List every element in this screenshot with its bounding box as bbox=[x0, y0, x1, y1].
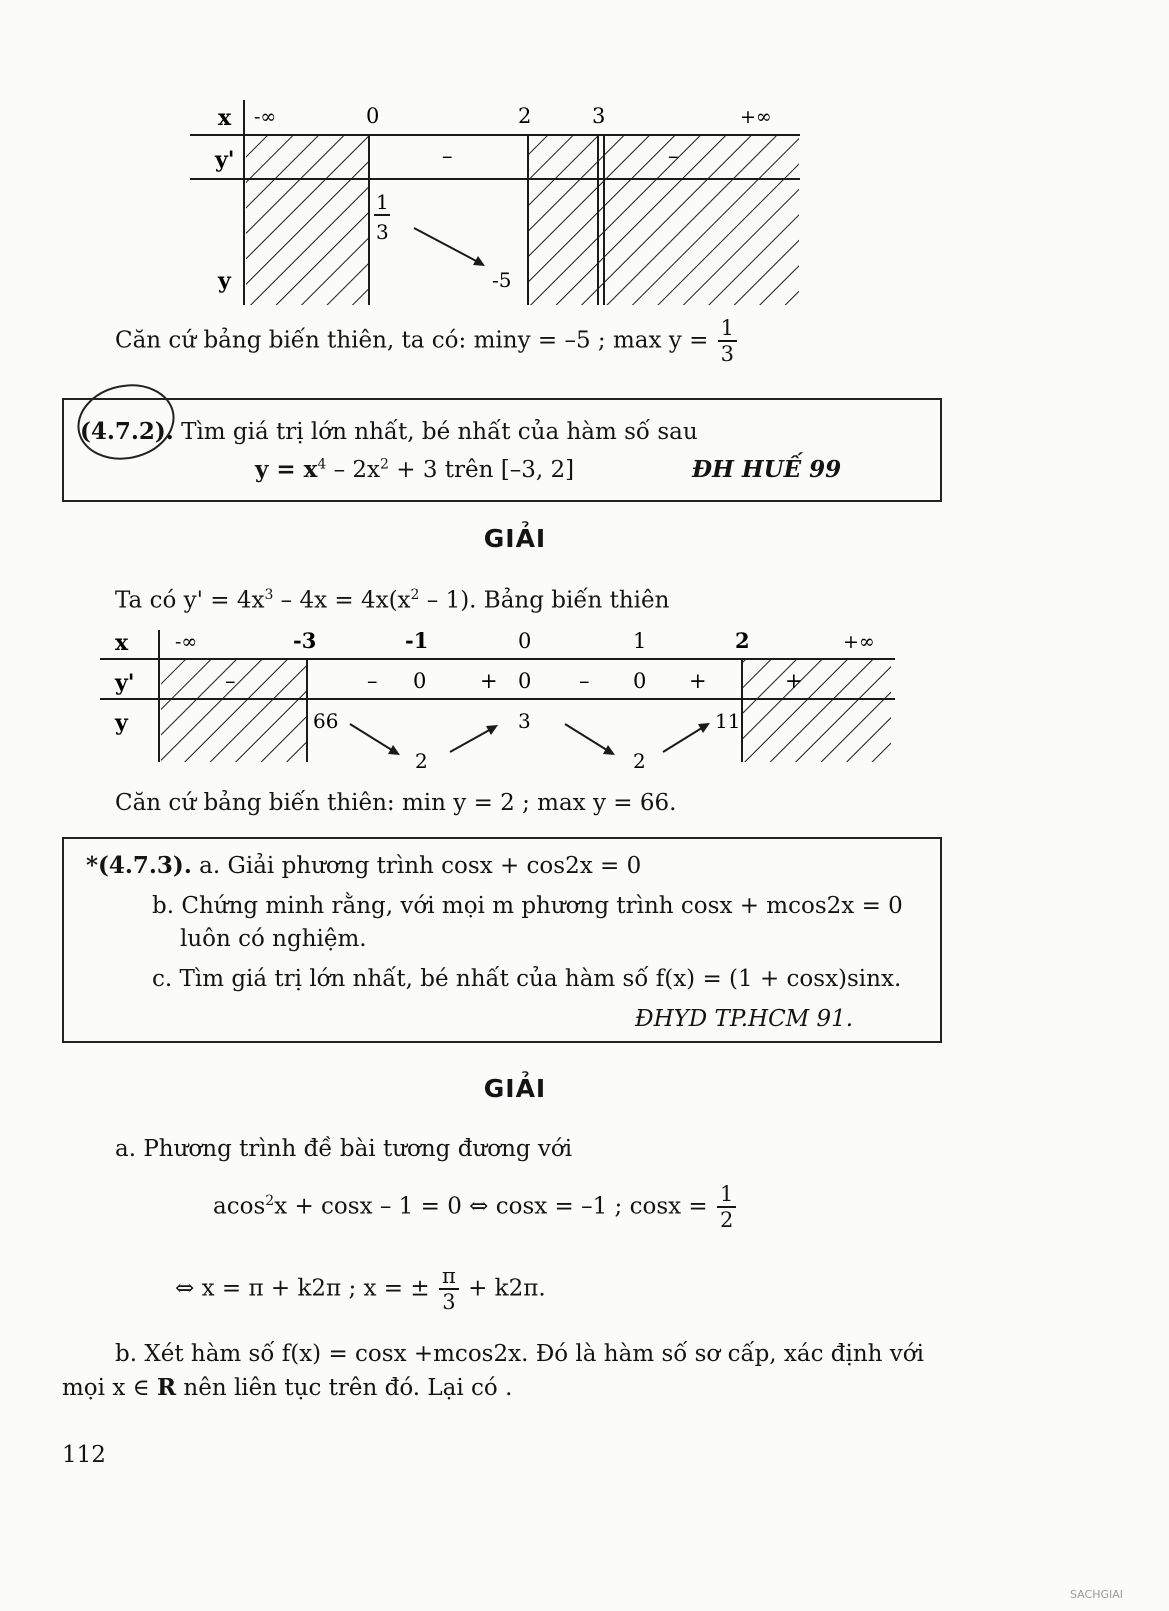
t2-x-value: 0 bbox=[518, 629, 532, 653]
t1-x-value: 2 bbox=[518, 104, 532, 128]
derivative-line: Ta có $y' = 4x^3 - 4x = 4x(x^2 - 1)$. Bảng biến thiên bbox=[115, 587, 670, 614]
solution-heading: GIẢI bbox=[483, 1074, 547, 1103]
problem-4-7-3-b: b. Chứng minh rằng, với mọi m phương trình cosx + mcos2x = 0 bbox=[152, 893, 903, 919]
hatched-region bbox=[529, 135, 799, 305]
fraction: $\frac{1}{2}$ bbox=[717, 1184, 736, 1231]
t2-x-value: -∞ bbox=[175, 631, 198, 653]
hatched-region bbox=[246, 135, 368, 305]
increasing-arrow bbox=[663, 726, 705, 752]
t1-y-bottom: -5 bbox=[492, 268, 512, 292]
t2-y-value: 2 bbox=[415, 749, 428, 772]
t1-y-top-num: 1 bbox=[376, 190, 389, 214]
t2-yp-value: 0 bbox=[413, 669, 427, 693]
t2-y-value: 11 bbox=[715, 709, 741, 733]
t2-yp-value: 0 bbox=[633, 669, 647, 693]
problem-id: *(4.7.3). bbox=[86, 852, 192, 879]
t2-y-value: 3 bbox=[518, 709, 531, 733]
t1-x-value: -∞ bbox=[254, 106, 277, 128]
variation-table-1 bbox=[180, 95, 810, 315]
t2-yp-value: 0 bbox=[518, 669, 532, 693]
t2-yp-value: – bbox=[579, 669, 590, 693]
problem-4-7-3-a: *(4.7.3). a. Giải phương trình cosx + cos2x = 0 bbox=[86, 852, 642, 879]
t2-x-value: -3 bbox=[293, 628, 317, 653]
t1-yp-value: – bbox=[442, 144, 453, 168]
conclusion-2: Căn cứ bảng biến thiên: min y = 2 ; max y = 66. bbox=[115, 790, 677, 816]
decreasing-arrow bbox=[414, 228, 480, 263]
increasing-arrow bbox=[450, 728, 493, 752]
page-number: 112 bbox=[62, 1442, 106, 1468]
solution-b-line-2: mọi x ∈ R nên liên tục trên đó. Lại có . bbox=[62, 1374, 513, 1401]
decreasing-arrow bbox=[350, 724, 395, 752]
watermark-logo: SACHGIAI bbox=[1070, 1588, 1124, 1601]
t1-yp-value: – bbox=[668, 144, 679, 168]
t2-yp-value: + bbox=[785, 669, 803, 693]
decreasing-arrow bbox=[565, 724, 610, 752]
fraction: $\frac{1}{3}$ bbox=[718, 318, 737, 365]
solution-b-line-1: b. Xét hàm số f(x) = cosx +mcos2x. Đó là hàm số sơ cấp, xác định với bbox=[115, 1341, 924, 1367]
problem-4-7-3-c: c. Tìm giá trị lớn nhất, bé nhất của hàm số f(x) = (1 + cosx)sinx. bbox=[152, 966, 902, 992]
t2-yp-value: + bbox=[689, 669, 707, 693]
problem-box-4-7-2 bbox=[62, 398, 942, 502]
variation-table-2 bbox=[95, 622, 900, 772]
fraction: $\frac{\pi}{3}$ bbox=[439, 1266, 459, 1313]
t2-yp-value: – bbox=[225, 669, 236, 693]
t2-y-value: 2 bbox=[633, 749, 646, 772]
solution-a-intro: a. Phương trình đề bài tương đương với bbox=[115, 1136, 573, 1162]
solution-equation-1: acos$^2$x + cosx – 1 = 0 ⇔ cosx = –1 ; cosx = $\frac{1}{2}$ bbox=[213, 1184, 738, 1231]
t2-x-value: 1 bbox=[633, 629, 647, 653]
problem-4-7-2-equation: $y = x^4 - 2x^2 + 3$ trên [–3, 2] bbox=[255, 456, 575, 483]
hatched-region bbox=[743, 660, 891, 762]
t1-x-value: 0 bbox=[366, 104, 380, 128]
problem-source: ĐH HUẾ 99 bbox=[692, 456, 842, 483]
t2-yp-value: + bbox=[480, 669, 498, 693]
t1-x-label: x bbox=[218, 105, 232, 131]
conclusion-1: Căn cứ bảng biến thiên, ta có: miny = –5 ; max y = $\frac{1}{3}$ bbox=[115, 318, 739, 365]
t1-x-value: +∞ bbox=[740, 106, 772, 128]
t2-x-value: +∞ bbox=[843, 631, 875, 653]
problem-id: (4.7.2). bbox=[80, 418, 174, 445]
t2-yp-label: y' bbox=[115, 670, 135, 696]
t1-x-value: 3 bbox=[592, 104, 606, 128]
problem-source: ĐHYD TP.HCM 91. bbox=[635, 1006, 854, 1032]
problem-4-7-3-b2: luôn có nghiệm. bbox=[180, 926, 367, 952]
problem-4-7-2-statement: (4.7.2). Tìm giá trị lớn nhất, bé nhất của hàm số sau bbox=[80, 418, 698, 445]
t2-x-value: -1 bbox=[405, 628, 429, 653]
t2-y-value: 66 bbox=[313, 709, 339, 733]
t2-yp-value: – bbox=[367, 669, 378, 693]
t2-x-label: x bbox=[115, 630, 129, 656]
solution-equation-2: ⇔ x = π + k2π ; x = ± $\frac{\pi}{3}$ + k2π. bbox=[175, 1264, 546, 1314]
t1-y-label: y bbox=[218, 268, 231, 294]
solution-heading: GIẢI bbox=[483, 524, 547, 553]
t2-y-label: y bbox=[115, 710, 128, 736]
t1-yp-label: y' bbox=[215, 147, 235, 173]
t1-y-top-den: 3 bbox=[376, 220, 389, 244]
t2-x-value: 2 bbox=[735, 628, 750, 653]
